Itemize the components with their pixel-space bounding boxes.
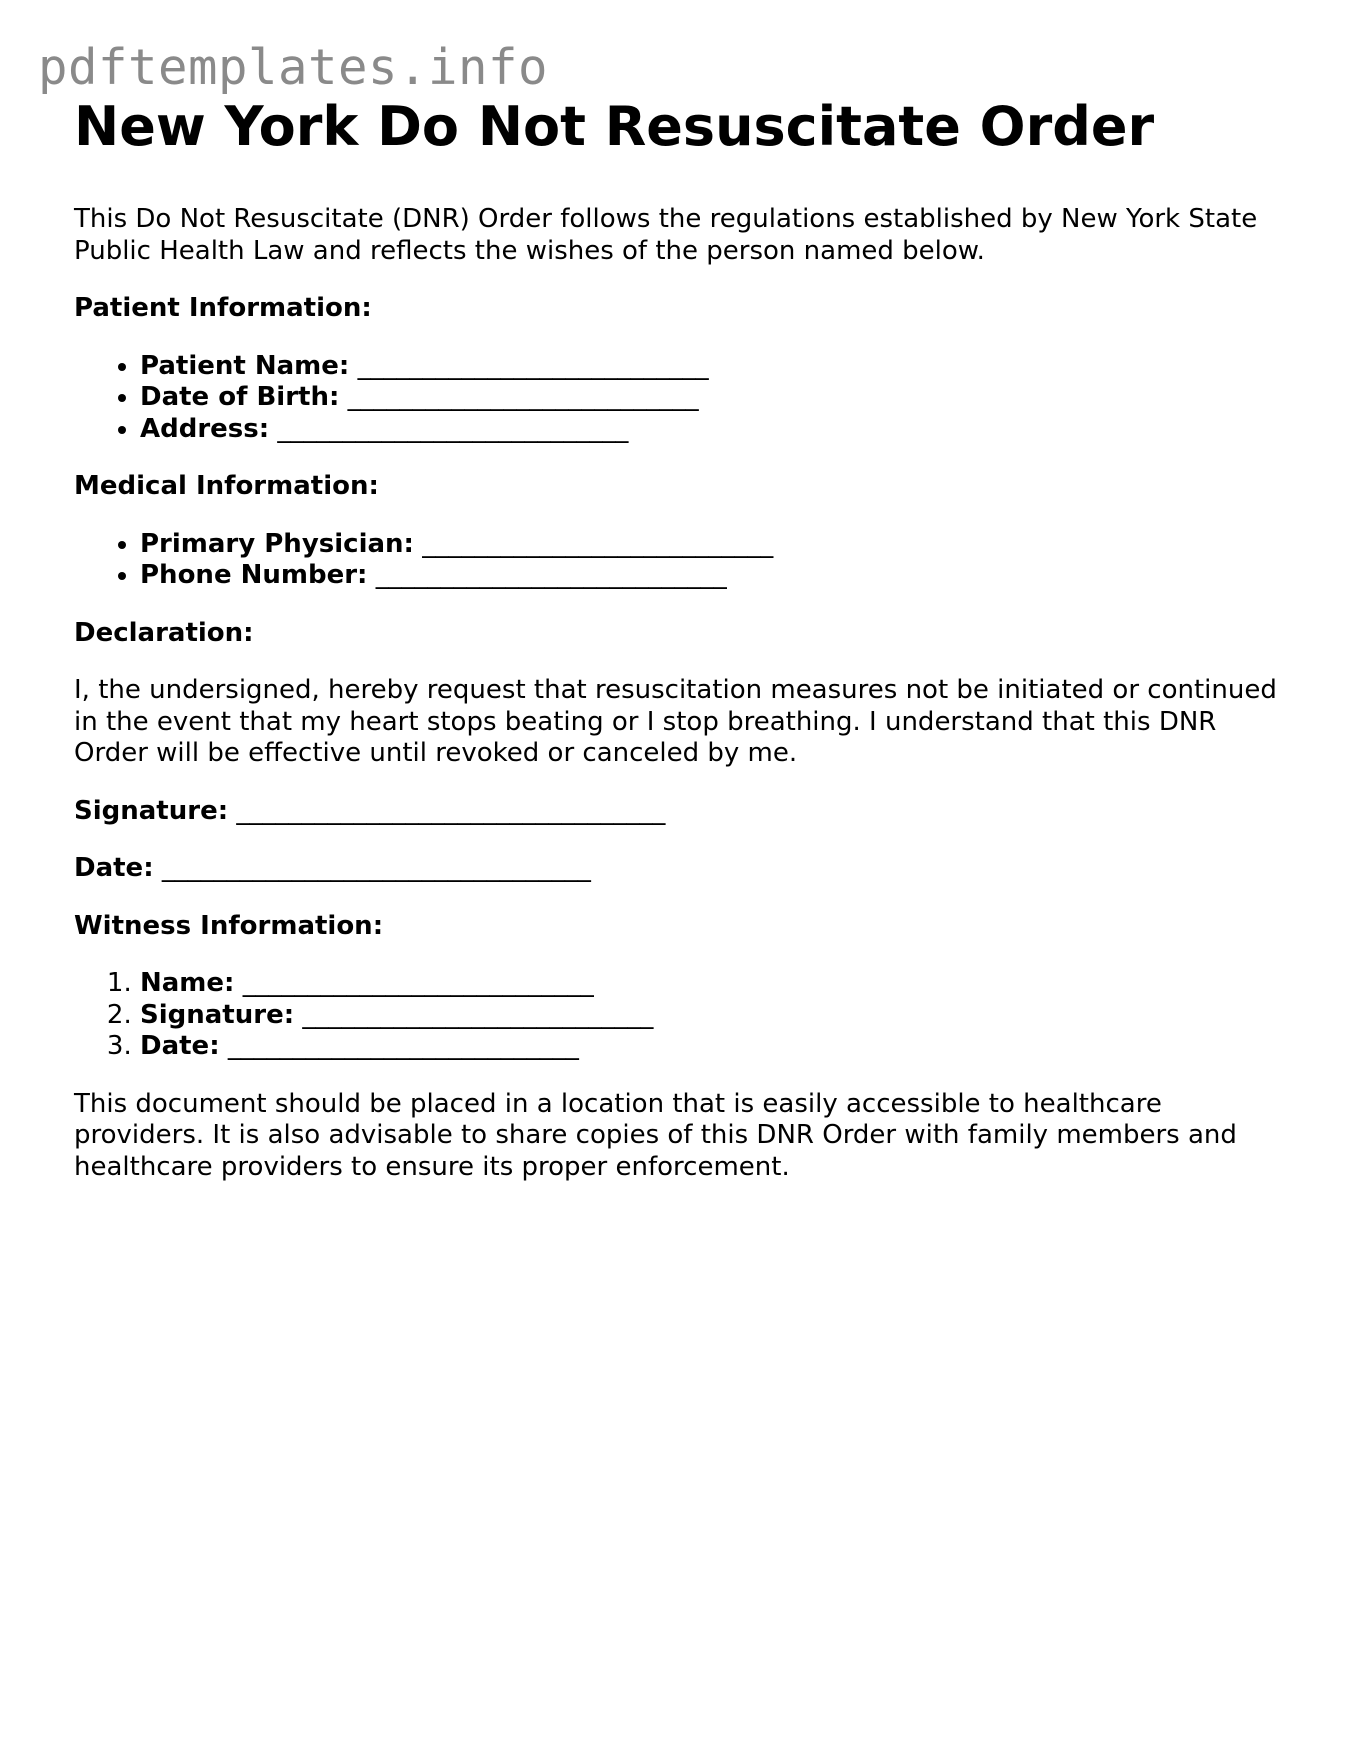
witness-date-field bbox=[140, 1031, 1294, 1063]
primary-physician-blank[interactable]: ___________________________ bbox=[422, 528, 774, 559]
witness-name-blank[interactable]: ___________________________ bbox=[242, 968, 594, 998]
phone-number-blank[interactable]: ___________________________ bbox=[375, 560, 727, 590]
medical-info-heading: Medical Information: bbox=[74, 471, 379, 501]
signature-label: Signature: bbox=[74, 795, 229, 826]
date-of-birth-field bbox=[140, 382, 1294, 414]
date-blank[interactable]: _________________________________ bbox=[161, 853, 591, 883]
phone-number-label: Phone Number: bbox=[140, 560, 368, 590]
patient-info-list bbox=[74, 351, 1294, 446]
witness-name-label: Name: bbox=[140, 968, 235, 998]
declaration-heading: Declaration: bbox=[74, 617, 254, 648]
date-of-birth-blank[interactable]: ___________________________ bbox=[347, 382, 699, 412]
witness-date-blank[interactable]: ___________________________ bbox=[227, 1031, 579, 1061]
signature-field bbox=[74, 796, 1294, 828]
date-of-birth-label: Date of Birth: bbox=[140, 382, 340, 412]
date-field bbox=[74, 853, 1294, 885]
witness-name-field bbox=[140, 968, 1294, 1000]
document bbox=[74, 92, 1294, 1183]
primary-physician-field bbox=[140, 529, 1294, 561]
witness-info-heading: Witness Information: bbox=[74, 910, 384, 941]
watermark: pdftemplates.info bbox=[38, 39, 549, 96]
witness-info-list bbox=[74, 968, 1294, 1063]
date-label: Date: bbox=[74, 853, 154, 883]
witness-signature-blank[interactable]: ___________________________ bbox=[302, 999, 654, 1030]
witness-signature-label: Signature: bbox=[140, 999, 295, 1030]
patient-info-heading: Patient Information: bbox=[74, 293, 372, 323]
medical-info-list bbox=[74, 529, 1294, 592]
patient-name-blank[interactable]: ___________________________ bbox=[357, 350, 709, 381]
witness-signature-field bbox=[140, 1000, 1294, 1032]
address-label: Address: bbox=[140, 413, 270, 444]
address-field bbox=[140, 414, 1294, 446]
intro-paragraph: This Do Not Resuscitate (DNR) Order follows the regulations established by New York State Public Health Law and reflects the wishes of the person named below. bbox=[74, 204, 1258, 266]
patient-name-label: Patient Name: bbox=[140, 350, 350, 381]
address-blank[interactable]: ___________________________ bbox=[277, 413, 629, 444]
witness-date-label: Date: bbox=[140, 1031, 220, 1061]
signature-blank[interactable]: _________________________________ bbox=[236, 795, 666, 826]
primary-physician-label: Primary Physician: bbox=[140, 528, 414, 559]
closing-paragraph: This document should be placed in a location that is easily accessible to healthcare providers. It is also advisable to share copies of this DNR Order with family members and healthcare providers to ensure its proper enforcement. bbox=[74, 1088, 1237, 1182]
page-title: New York Do Not Resuscitate Order bbox=[74, 95, 1155, 158]
declaration-paragraph: I, the undersigned, hereby request that resuscitation measures not be initiated or continued in the event that my heart stops beating or I stop breathing. I understand that this DNR Order will be effective until revoked or canceled by me. bbox=[74, 675, 1277, 768]
patient-name-field bbox=[140, 351, 1294, 383]
phone-number-field bbox=[140, 560, 1294, 592]
